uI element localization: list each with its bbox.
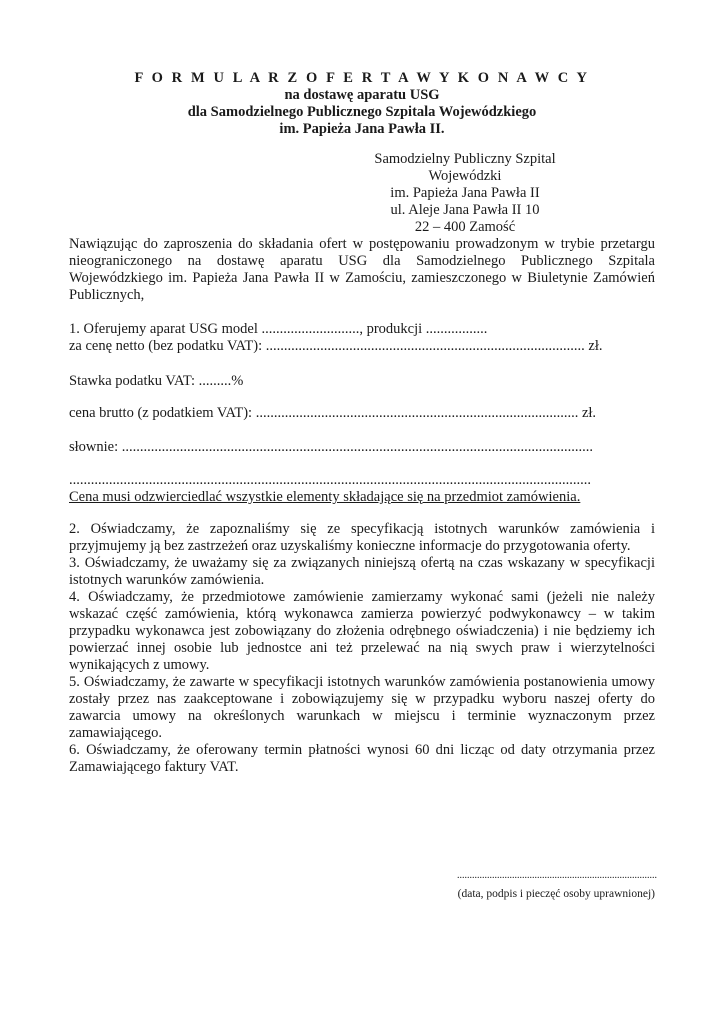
declaration-item: 2. Oświadczamy, że zapoznaliśmy się ze specyfikacją istotnych warunków zamówienia i przyjmujemy ją bez zastrzeżeń oraz uzyskaliśmy konieczne informacje do przygotowania oferty. <box>69 521 655 554</box>
offer-model-field[interactable]: 1. Oferujemy aparat USG model ..........................., produkcji ................. <box>69 321 488 337</box>
offer-price-in-words-continued[interactable]: ................................................................................................................................................ <box>69 472 591 488</box>
declaration-item: 5. Oświadczamy, że zawarte w specyfikacji istotnych warunków zamówienia postanowienia umowy zostały przez nas zaakceptowane i zobowiązujemy się w przypadku wyboru naszej oferty do zawarcia umowy na określonych warunkach w miejscu i terminie wyznaczonym przez zamawiającego. <box>69 674 655 741</box>
header-subject: na dostawę aparatu USG <box>284 87 440 103</box>
address-line: Samodzielny Publiczny Szpital Wojewódzki <box>374 151 556 184</box>
declaration-item: 4. Oświadczamy, że przedmiotowe zamówienie zamierzamy wykonać sami (jeżeli nie należy wskazać część zamówienia, którą wykonawca zamierza powierzyć podwykonawcy – w takim przypadku wykonawca jest zobowiązany do złożenia odrębnego oświadczenia) i nie będziemy ich powierzać innej osobie lub jednostce ani też przelewać na nią swych praw i wierzytelności wynikających z umowy. <box>69 589 655 673</box>
address-line: im. Papieża Jana Pawła II <box>390 185 540 201</box>
offer-netto-price-field[interactable]: za cenę netto (bez podatku VAT): ........................................................................................ zł. <box>69 338 603 354</box>
offer-brutto-price-field[interactable]: cena brutto (z podatkiem VAT): ......................................................................................... zł. <box>69 405 597 421</box>
header-recipient: dla Samodzielnego Publicznego Szpitala Wojewódzkiego <box>187 104 537 120</box>
document-header <box>69 70 655 138</box>
price-note: Cena musi odzwierciedlać wszystkie elementy składające się na przedmiot zamówienia. <box>69 489 581 505</box>
declarations <box>69 521 655 776</box>
signature-label: (data, podpis i pieczęć osoby uprawnionej) <box>457 888 655 900</box>
signature-line[interactable]: ................................................................................ <box>457 870 657 881</box>
header-patron: im. Papieża Jana Pawła II. <box>279 121 445 137</box>
declaration-item: 3. Oświadczamy, że uważamy się za związanych niniejszą ofertą na czas wskazany w specyfikacji istotnych warunków zamówienia. <box>69 555 655 588</box>
offer-price-in-words-field[interactable]: słownie: .................................................................................................................................. <box>69 439 594 455</box>
declaration-item: 6. Oświadczamy, że oferowany termin płatności wynosi 60 dni licząc od daty otrzymania przez Zamawiającego faktury VAT. <box>69 742 655 775</box>
intro-paragraph: Nawiązując do zaproszenia do składania ofert w postępowaniu prowadzonym w trybie przetargu nieograniczonego na dostawę aparatu USG dla Samodzielnego Publicznego Szpitala Wojewódzkiego im. Papieża Jana Pawła II w Zamościu, zamieszczonego w Biuletynie Zamówień Publicznych, <box>69 236 655 303</box>
recipient-address <box>337 151 593 236</box>
address-line: 22 – 400 Zamość <box>414 219 516 235</box>
offer-vat-rate-field[interactable]: Stawka podatku VAT: .........% <box>69 373 244 389</box>
form-title: F O R M U L A R Z O F E R T A W Y K O N A W C Y <box>134 70 590 86</box>
address-line: ul. Aleje Jana Pawła II 10 <box>390 202 540 218</box>
